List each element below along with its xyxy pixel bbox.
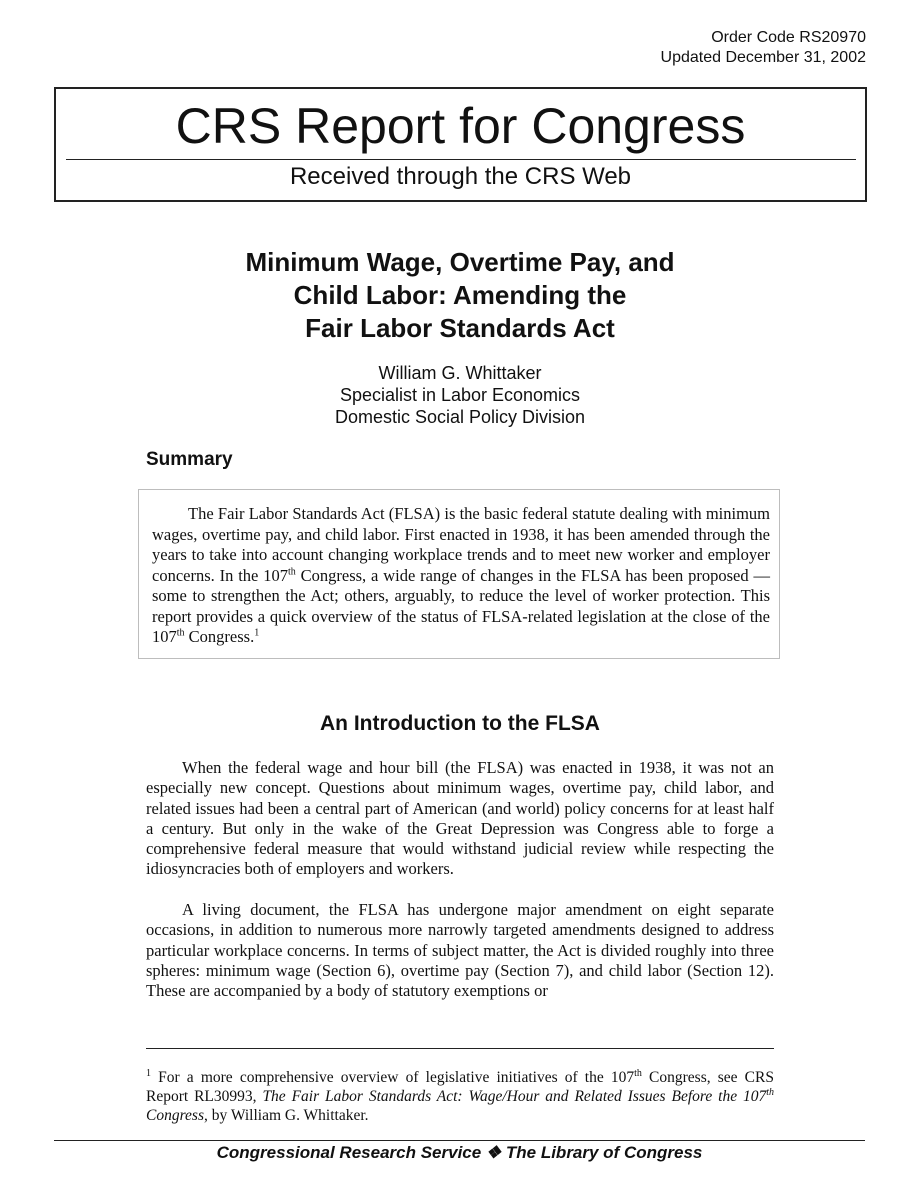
summary-text-part-1: The Fair Labor Standards Act (FLSA) is the basic federal statute dealing with minimum wages, overtime pay, and child labor. First enacted in 1938, it has been amended through the years to take into account changing workplace trends and to meet new worker and employer concerns. In the 107 [152, 504, 770, 585]
footnote-marker: 1 [146, 1067, 151, 1079]
footnote-part-3: , by William G. Whittaker. [204, 1107, 369, 1124]
footer-text: Congressional Research Service ❖ The Library of Congress [216, 1143, 703, 1162]
order-code: Order Code RS20970 [711, 29, 866, 46]
banner-subtitle: Received through the CRS Web [289, 163, 632, 190]
footnote-part-1: For a more comprehensive overview of legislative initiatives of the 107 [151, 1069, 635, 1086]
title-line-2: Child Labor: Amending the [293, 280, 627, 310]
banner-title: CRS Report for Congress [175, 98, 746, 154]
footnote-divider [146, 1048, 774, 1049]
intro-paragraph-2: A living document, the FLSA has undergone major amendment on eight separate occasions, in addition to numerous more narrowly targeted amendments designed to address particular workplace concerns. In terms of subject matter, the Act is divided roughly into three spheres: minimum wage (Section 6), overtime pay (Section 7), and child labor (Section 12). These are accompanied by a body of statutory exemptions or [146, 900, 774, 1001]
author-division: Domestic Social Policy Division [334, 407, 586, 427]
crs-banner [54, 87, 867, 202]
cited-title-end: Congress [146, 1107, 204, 1124]
title-line-1: Minimum Wage, Overtime Pay, and [245, 247, 675, 277]
updated-date: Updated December 31, 2002 [660, 49, 866, 66]
footnote [146, 1068, 774, 1125]
author-position: Specialist in Labor Economics [339, 385, 581, 405]
summary-box [138, 489, 780, 659]
summary-sup-2: th [176, 627, 185, 639]
footnote-reference[interactable]: 1 [254, 627, 260, 639]
author-name: William G. Whittaker [378, 363, 542, 383]
summary-sup-1: th [288, 566, 296, 577]
document-title [160, 246, 760, 345]
cited-title-sup: th [766, 1086, 775, 1098]
summary-heading: Summary [146, 449, 233, 470]
footer-divider [54, 1140, 865, 1141]
summary-text-part-2: Congress, a wide range of changes in the FLSA has been proposed — some to strengthen the Act; others, arguably, to reduce the level of worker protection. This report provides a quick overview of the status of FLSA-related legislation at the close of the 107 [152, 565, 770, 646]
title-line-3: Fair Labor Standards Act [305, 313, 615, 343]
footnote-part-2: Congress, see CRS Report RL30993, [146, 1069, 774, 1105]
intro-paragraph-1: When the federal wage and hour bill (the FLSA) was enacted in 1938, it was not an especially new concept. Questions about minimum wages, overtime pay, child labor, and related issues had been a central part of American (and world) policy concerns for at least half a century. But only in the wake of the Great Depression was Congress able to forge a comprehensive federal measure that would withstand judicial review while respecting the idiosyncracies both of employers and workers. [146, 758, 774, 879]
author-block [160, 362, 760, 428]
banner-divider [66, 159, 856, 160]
cited-title-text: The Fair Labor Standards Act: Wage/Hour and Related Issues Before the 107 [262, 1088, 767, 1105]
order-code-block [661, 28, 866, 68]
summary-text [152, 504, 770, 648]
section-heading-introduction: An Introduction to the FLSA [320, 712, 600, 735]
footnote-sup-1: th [634, 1067, 642, 1079]
summary-text-part-3: Congress. [184, 627, 255, 646]
